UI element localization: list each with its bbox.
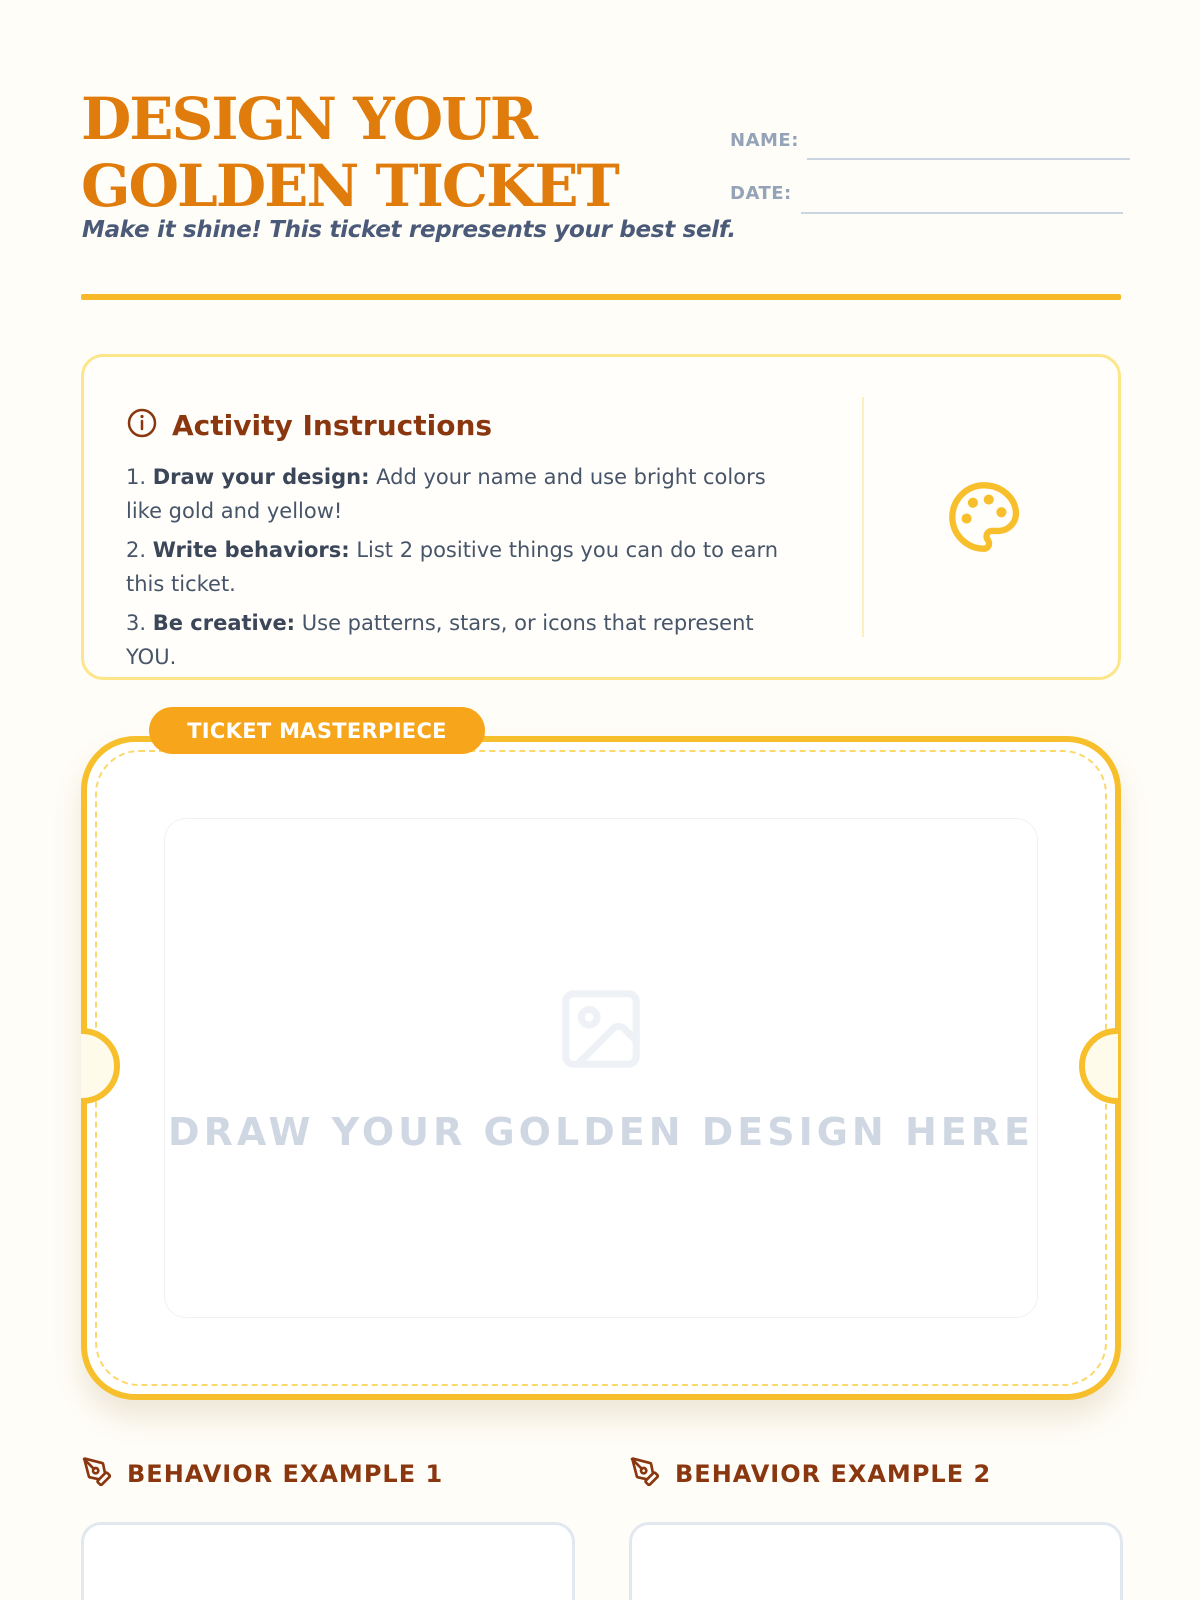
instructions-heading	[126, 407, 492, 443]
behavior-title-1: BEHAVIOR EXAMPLE 1	[127, 1460, 444, 1488]
behavior-title-2: BEHAVIOR EXAMPLE 2	[675, 1460, 992, 1488]
instructions-title: Activity Instructions	[172, 408, 493, 442]
behavior-input-2[interactable]	[629, 1522, 1123, 1600]
title-line-1: DESIGN YOUR	[81, 85, 536, 153]
instructions-card	[81, 354, 1121, 680]
instruction-item-2: 2. Write behaviors: List 2 positive things you can do to earn this ticket.	[126, 538, 779, 596]
instruction-item-1: 1. Draw your design: Add your name and use bright colors like gold and yellow!	[126, 465, 766, 523]
page-subtitle: Make it shine! This ticket represents your best self.	[82, 217, 736, 243]
name-field[interactable]	[807, 158, 1130, 160]
info-icon	[126, 407, 158, 443]
name-label: NAME:	[730, 130, 799, 151]
palette-icon	[946, 479, 1022, 559]
behavior-heading-2	[629, 1456, 991, 1492]
ticket-tab-label: TICKET MASTERPIECE	[149, 707, 485, 754]
pen-tool-icon	[629, 1456, 661, 1492]
header-divider	[81, 294, 1121, 300]
ticket-notch-right	[1079, 1028, 1155, 1104]
instructions-divider	[862, 397, 864, 637]
date-label: DATE:	[730, 183, 792, 204]
pen-tool-icon	[81, 1456, 113, 1492]
behavior-heading-1	[81, 1456, 443, 1492]
instructions-list	[126, 460, 806, 679]
drawing-placeholder: DRAW YOUR GOLDEN DESIGN HERE	[168, 1110, 1034, 1154]
page-title	[81, 86, 618, 220]
date-field[interactable]	[801, 212, 1123, 214]
image-icon	[554, 982, 648, 1080]
ticket-notch-left	[44, 1028, 120, 1104]
instruction-item-3: 3. Be creative: Use patterns, stars, or icons that represent YOU.	[126, 611, 754, 669]
title-line-2: GOLDEN TICKET	[81, 152, 618, 220]
behavior-input-1[interactable]	[81, 1522, 575, 1600]
